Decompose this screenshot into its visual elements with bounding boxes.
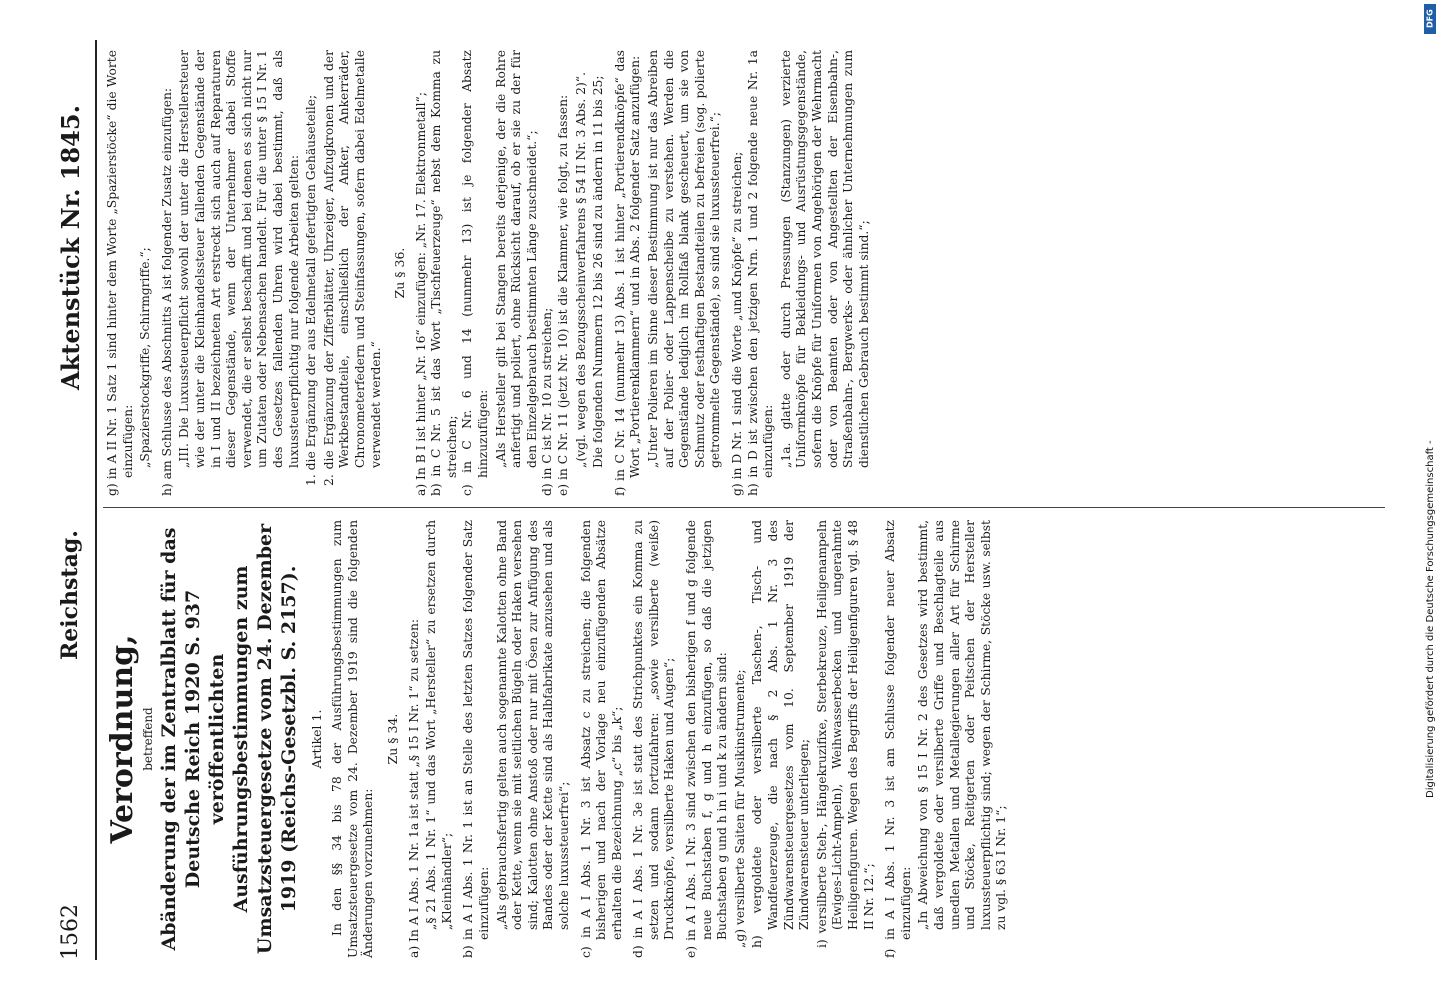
item-36-c: c) in C Nr. 6 und 14 (nunmehr 13) ist je folgender Absatz hinzuzufügen: [460, 50, 491, 496]
page-number: 1562 [57, 904, 83, 960]
item-b: b) in A I Abs. 1 Nr. 1 ist an Stelle des letzten Satzes folgender Satz einzufügen: [461, 520, 491, 958]
item-36-h-quote: „1a. glatte oder durch Pressungen (Stanzungen) verzierte Uniformknöpfe für Bekleidungs- und Ausrüstungsgegenstände, sofern die Knöpfe für Uniformen von Angehörigen der Wehrmacht oder von Beamten oder von Angestellten der Eisenbahn-, Straßenbahn-, Bergwerks- oder ähnlicher Unternehmungen zum dienstlichen Gebrauch bestimmt sind.“; [778, 50, 871, 468]
section-heading-34: Zu § 34. [384, 713, 400, 765]
item-f: f) in A I Abs. 1 Nr. 3 ist am Schlusse folgender neuer Absatz einzufügen: [883, 520, 913, 958]
article-heading: Artikel 1. [308, 709, 324, 769]
item-36-d: d) in C ist Nr. 10 zu streichen; [540, 307, 555, 496]
item-h-2: 2. die Ergänzung der Zifferblätter, Uhrzeiger, Aufzugkronen und der Werkbestandteile, einschließlich der Anker, Ankerräder, Chronometerfedern und Steinfassungen, sofern dabei Edelmetalle verwendet werden.“ [321, 50, 383, 486]
item-e-h: h) vergoldete oder versilberte Taschen-, Tisch- und Wandfeuerzeuge, die nach § 2 Abs. 1 Nr. 3 des Zündwarensteuergesetzes vom 10. September 1919 der Zündwarensteuer unterliegen; [750, 520, 812, 948]
section-heading-36: Zu § 36. [392, 247, 408, 299]
column-divider [103, 507, 1385, 508]
ordinance-subtitle: Abänderung der im Zentralblatt für das Deutsche Reich 1920 S. 937 veröffentlichten Ausführungsbestimmungen zum Umsatzsteuergesetze vom 24. Dezember 1919 (Reichs-Gesetzbl. S. 2157). [157, 523, 300, 955]
item-36-e-quote: „(vgl. wegen des Bezugsscheinverfahrens § 54 II Nr. 3 Abs. 2)“. [573, 72, 588, 468]
item-36-h: h) in D ist zwischen den jetzigen Nrn. 1 und 2 folgende neue Nr. 1a einzufügen: [745, 50, 776, 496]
item-e-g: „g) versilberte Saiten für Musikinstrumente; [732, 669, 747, 948]
header-rule [95, 40, 97, 960]
digitization-note: Digitalisierung gefördert durch die Deutsche Forschungsgemeinschaft - [1425, 440, 1436, 798]
item-h: h) am Schlusse des Abschnitts A ist folgender Zusatz einzufügen: [159, 87, 174, 496]
item-36-e: e) in C Nr. 11 (jetzt Nr. 10) ist die Klammer, wie folgt, zu fassen: [556, 94, 571, 496]
ordinance-title: Verordnung, [105, 634, 140, 844]
document-page [55, 20, 1405, 980]
intro-paragraph: In den §§ 34 bis 78 der Ausführungsbestimmungen zum Umsatzsteuergesetze vom 24. Dezember 1919 sind die folgenden Änderungen vorzunehmen: [330, 520, 376, 958]
item-e-i: i) versilberte Steh-, Hängekruzifixe, Sterbekreuze, Heiligenampeln (Ewiges-Licht-Ampeln), Weihwasserbecken und ungerahmte Heiligenfiguren. Wegen des Begriffs der Heiligenfiguren vgl. § 48 II Nr. 12.“; [814, 520, 876, 948]
item-c: c) in A I Abs. 1 Nr. 3 ist Absatz c zu streichen; die folgenden bisherigen und nach der Vorlage neu einzufügenden Absätze erhalten die Bezeichnung „c“ bis „k“; [578, 520, 624, 958]
item-d: d) in A I Abs. 1 Nr. 3e ist statt des Strichpunktes ein Komma zu setzen und sodann fortzufahren: „sowie versilberte (weiße) Druckknöpfe, versilberte Haken und Augen“; [631, 520, 677, 958]
betreffend-label: betreffend [141, 707, 155, 771]
item-h-quote: „III. Die Luxussteuerpflicht sowohl der unter die Herstellersteuer wie der unter die Kleinhandelssteuer fallenden Gegenstände der in I und II bezeichneten Art erstreckt sich auch auf Reparaturen dieser Gegenstände, wenn der Unternehmer dabei Stoffe verwendet, die er selbst beschafft und bei denen es sich nicht nur um Zutaten oder Nebensachen handelt. Für die unter § 15 I Nr. 1 des Gesetzes fallenden Uhren wird dabei bestimmt, daß als luxussteuerpflichtig nur folgende Arbeiten gelten: [177, 50, 301, 468]
item-g: g) in A II Nr. 1 Satz 1 sind hinter dem Worte „Spazierstöcke“ die Worte einzufügen: [105, 50, 135, 496]
item-f-quote: „In Abweichung von § 15 I Nr. 2 des Gesetzes wird bestimmt, daß vergoldete oder versilberte Griffe und Beschlagteile aus unedlen Metallen und Metallegierungen aller Art für Schirme und Stöcke, Reitgerten oder Peitschen der Hersteller luxussteuerpflichtig sind; wegen der Schirme, Stöcke usw. selbst zu vgl. § 63 I Nr. 1“; [916, 520, 1009, 930]
item-e: e) in A I Abs. 1 Nr. 3 sind zwischen den bisherigen f und g folgende neue Buchstaben f, g und h einzufügen, so daß die jetzigen Buchstaben g und h in i und k zu ändern sind: [684, 520, 730, 958]
item-a: a) In A I Abs. 1 Nr. 1a ist statt „§ 15 I Nr. 1“ zu setzen: [406, 618, 421, 958]
running-head [55, 40, 85, 960]
item-36-b: b) in C Nr. 5 ist das Wort „Tischfeuerzeuge“ nebst dem Komma zu streichen; [429, 50, 459, 496]
document-number: Aktenstück Nr. 1845. [55, 105, 85, 390]
item-b-quote: „Als gebrauchsfertig gelten auch sogenannte Kalotten ohne Band oder Kette, wenn sie mit seitlichen Bügeln oder Haken versehen sind; Kalotten ohne Anstoß oder nur mit Ösen zur Anfügung des Bandes oder der Kette sind als Halbfabrikate anzusehen und als solche luxussteuerfrei“; [494, 520, 571, 930]
item-36-a: a) In B I ist hinter „Nr. 16“ einzufügen: „Nr. 17. Elektronmetall“; [413, 92, 428, 496]
item-36-f: f) in C Nr. 14 (nunmehr 13) Abs. 1 ist hinter „Portierendknöpfe“ das Wort „Portierenklammern“ und in Abs. 2 folgender Satz anzufügen: [612, 50, 643, 496]
item-h-1: 1. die Ergänzung der aus Edelmetall gefertigten Gehäuseteile; [304, 94, 319, 486]
item-36-g: g) in D Nr. 1 sind die Worte „und Knöpfe“ zu streichen; [729, 151, 744, 496]
publication-name: Reichstag. [57, 530, 83, 660]
item-36-f-quote: „Unter Polieren im Sinne dieser Bestimmung ist nur das Abreiben auf der Polier- oder Lappenscheibe zu verstehen. Werden die Gegenstände lediglich im Rollfaß blank gescheuert, um sie von Schmutz oder festhaftigen Bestandteilen zu befreien (sog. polierte getrommelte Gegenstände), so sind sie luxussteuerfrei.“; [646, 50, 723, 468]
item-a-quote: „§ 21 Abs. 1 Nr. 1“ und das Wort „Hersteller“ zu ersetzen durch „Kleinhändler“; [424, 520, 454, 930]
right-column [105, 50, 1385, 496]
item-36-e-more: Die folgenden Nummern 12 bis 26 sind zu ändern in 11 bis 25; [591, 75, 606, 468]
item-g-quote: „Spazierstockgriffe, Schirmgriffe.“; [138, 247, 153, 468]
left-column [105, 520, 1385, 958]
dfg-logo: DFG [1424, 4, 1436, 34]
item-36-c-quote: „Als Hersteller gilt bei Stangen bereits derjenige, der die Rohre anfertigt und poliert, ohne Rücksicht darauf, ob er sie zu der für den Einzelgebrauch bestimmten Länge zuschneidet.“; [493, 50, 539, 468]
